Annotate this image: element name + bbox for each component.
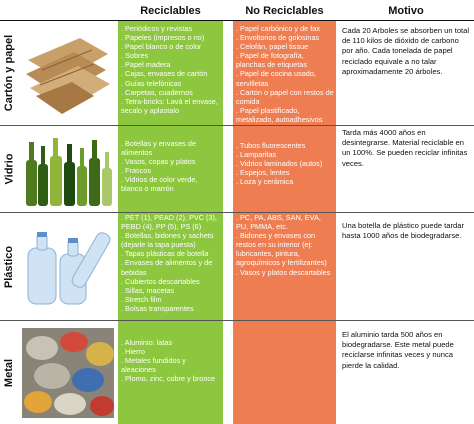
list-item: . Papel plastificado, metalizado, autoadhesivos [236, 105, 323, 124]
list-item: . Tapas plásticas de botella [121, 249, 209, 259]
row-label-vidrio: Vidrio [3, 153, 16, 185]
list-item: . Guías telefónicas [121, 78, 182, 88]
list-item: . Sillas, macetas [121, 285, 175, 295]
row-label-carton: Cartón y papel [3, 34, 15, 112]
header-motivo: Motivo [388, 5, 424, 17]
row-divider [0, 320, 474, 321]
list-item: . Vidrios laminados (autos) [236, 159, 323, 169]
row-label-plastico: Plástico [3, 245, 15, 288]
no-reciclables-carton [236, 24, 334, 124]
list-item: . Bolsas transparentes [121, 303, 194, 313]
header-no-reciclables: No Reciclables [245, 5, 324, 17]
list-item: . Frascos [121, 166, 152, 176]
list-item: . Carpetas, cuadernos [121, 87, 193, 97]
no-reciclables-vidrio [236, 141, 334, 186]
reciclables-carton [121, 24, 221, 115]
list-item: . Vidrios de color verde, blanco o marrón [121, 175, 198, 194]
list-item: . Tubos fluorescentes [236, 141, 306, 150]
plastic-bottles-image [22, 224, 114, 310]
header-reciclables: Reciclables [140, 5, 201, 17]
motivo-metal: El aluminio tarda 500 años en biodegradarse. Este metal puede reciclarse infinitas veces y nunca pierde la calidad. [342, 330, 454, 370]
list-item: . Celofán, papel tissue [236, 42, 309, 52]
list-item: . Periódicos y revistas [121, 24, 192, 33]
motivo-plastico: Una botella de plástico puede tardar hasta 1000 años de biodegradarse. [342, 221, 465, 241]
list-item: . Cubiertos descartables [121, 276, 200, 286]
list-item: . Espejos, lentes [236, 168, 290, 178]
list-item: . PC, PA, ABS, SAN, EVA, PU, PMMA, etc. [236, 213, 321, 232]
header-rule [0, 20, 474, 21]
list-item: . Envoltorios de golosinas [236, 33, 320, 43]
metal-cans-image [22, 328, 114, 418]
list-item: . Lamparitas [236, 150, 277, 160]
motivo-carton: Cada 20 Arboles se absorben un total de 110 kilos de dióxido de carbono por año. Cada tonelada de papel reciclado equivale a no talar aproximadamente 20 árboles. [342, 26, 470, 76]
list-item: . Hierro [121, 347, 145, 357]
row-label-metal: Metal [3, 358, 15, 387]
cardboard-image [22, 30, 114, 118]
motivo-vidrio: Tarda más 4000 años en desintegrarse. Material reciclable en un 100%. Se pueden reciclar infinitas veces. [342, 128, 468, 168]
list-item: . PET (1), PEAD (2), PVC (3), PEBD (4), PP (5), PS (6) [121, 213, 217, 232]
list-item: . Stretch film [121, 294, 162, 304]
list-item: . Botellas, bidones y sachets (dejarle la tapa puesta) [121, 231, 214, 250]
list-item: . Papel madera [121, 60, 171, 70]
list-item: . Sobres [121, 51, 149, 61]
list-item: . Envases de alimentos y de bebidas [121, 258, 213, 277]
list-item: . Cajas, envases de cartón [121, 69, 208, 79]
list-item: . Vasos, copas y platos [121, 157, 196, 167]
list-item: . Papeles (impresos o no) [121, 33, 205, 43]
row-divider [0, 125, 474, 126]
reciclables-vidrio [121, 139, 221, 194]
glass-bottles-image [22, 134, 114, 208]
list-item: . Papel de fotografía, planchas de etiquetas [236, 51, 307, 70]
list-item: . Papel blanco o de color [121, 42, 202, 52]
reciclables-plastico [121, 213, 221, 313]
list-item: . Plomo, zinc, cobre y bronce [121, 374, 216, 384]
list-item: . Loza y cerámica [236, 177, 294, 187]
list-item: . Cartón o papel con restos de comida [236, 87, 334, 106]
list-item: . Tetra-bricks: Lavá el envase, secalo y aplastalo [121, 96, 218, 115]
list-item: . Papel carbónico y de fax [236, 24, 320, 33]
list-item: . Botellas y envases de alimentos [121, 139, 197, 158]
list-item: . Vasos y platos descartables [236, 267, 331, 277]
list-item: . Metales fundidos y aleaciones [121, 356, 186, 375]
list-item: . Aluminio: latas [121, 338, 173, 347]
list-item: . Bidones y envases con restos en su interior (ej: lubricantes, pintura, agroquímicos y fertilizantes) [236, 231, 327, 268]
list-item: . Papel de cocina usado, servilletas [236, 69, 316, 88]
reciclables-metal [121, 338, 221, 383]
no-reciclables-plastico [236, 213, 334, 277]
